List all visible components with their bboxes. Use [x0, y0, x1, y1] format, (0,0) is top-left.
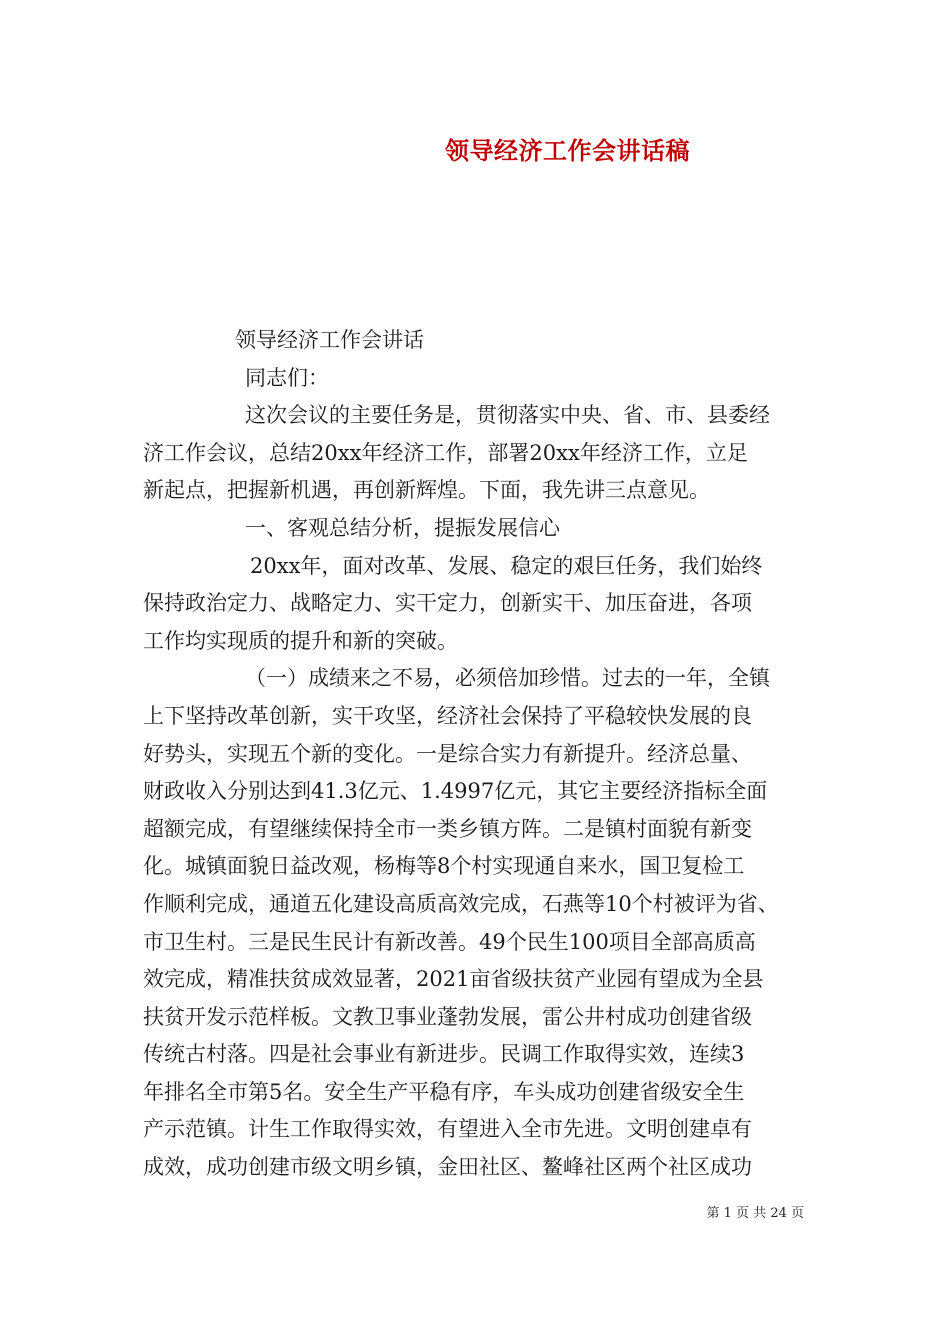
- text-line: 成效，成功创建市级文明乡镇，金田社区、鳌峰社区两个社区成功: [143, 1155, 752, 1180]
- text-line: 市卫生村。三是民生民计有新改善。49个民生100项目全部高质高: [143, 929, 756, 954]
- text-line: 效完成，精准扶贫成效显著，2021亩省级扶贫产业园有望成为全县: [143, 967, 764, 992]
- text-line: 20xx年，面对改革、发展、稳定的艰巨任务，我们始终: [250, 553, 763, 578]
- text-line: 保持政治定力、战略定力、实干定力，创新实干、加压奋进，各项: [143, 591, 752, 616]
- document-title: 领导经济工作会讲话稿: [445, 136, 690, 165]
- text-line: 化。城镇面貌日益改观，杨梅等8个村实现通自来水，国卫复检工: [143, 854, 745, 879]
- text-line: （一）成绩来之不易，必须倍加珍惜。过去的一年，全镇: [245, 666, 770, 691]
- text-line: 同志们：: [245, 365, 329, 390]
- text-line: 年排名全市第5名。安全生产平稳有序，车头成功创建省级安全生: [143, 1079, 745, 1104]
- text-line: 一、客观总结分析，提振发展信心: [245, 515, 560, 540]
- text-line: 超额完成，有望继续保持全市一类乡镇方阵。二是镇村面貌有新变: [143, 816, 752, 841]
- text-line: 新起点，把握新机遇，再创新辉煌。下面，我先讲三点意见。: [143, 478, 710, 503]
- text-line: 作顺利完成，通道五化建设高质高效完成，石燕等10个村被评为省、: [143, 891, 779, 916]
- text-line: 财政收入分别达到41.3亿元、1.4997亿元，其它主要经济指标全面: [143, 779, 768, 804]
- text-line: 领导经济工作会讲话: [235, 328, 424, 352]
- text-line: 济工作会议，总结20xx年经济工作，部署20xx年经济工作，立足: [143, 440, 748, 465]
- text-line: 好势头，实现五个新的变化。一是综合实力有新提升。经济总量、: [143, 741, 752, 766]
- text-line: 这次会议的主要任务是，贯彻落实中央、省、市、县委经: [245, 403, 770, 428]
- text-line: 扶贫开发示范样板。文教卫事业蓬勃发展，雷公井村成功创建省级: [143, 1004, 752, 1029]
- text-line: 工作均实现质的提升和新的突破。: [143, 628, 458, 653]
- text-line: 传统古村落。四是社会事业有新进步。民调工作取得实效，连续3: [143, 1042, 745, 1067]
- text-line: 产示范镇。计生工作取得实效，有望进入全市先进。文明创建卓有: [143, 1117, 752, 1142]
- page-number: 第 1 页 共 24 页: [706, 1206, 804, 1221]
- document-body: [143, 322, 808, 1187]
- text-line: 上下坚持改革创新，实干攻坚，经济社会保持了平稳较快发展的良: [143, 703, 752, 728]
